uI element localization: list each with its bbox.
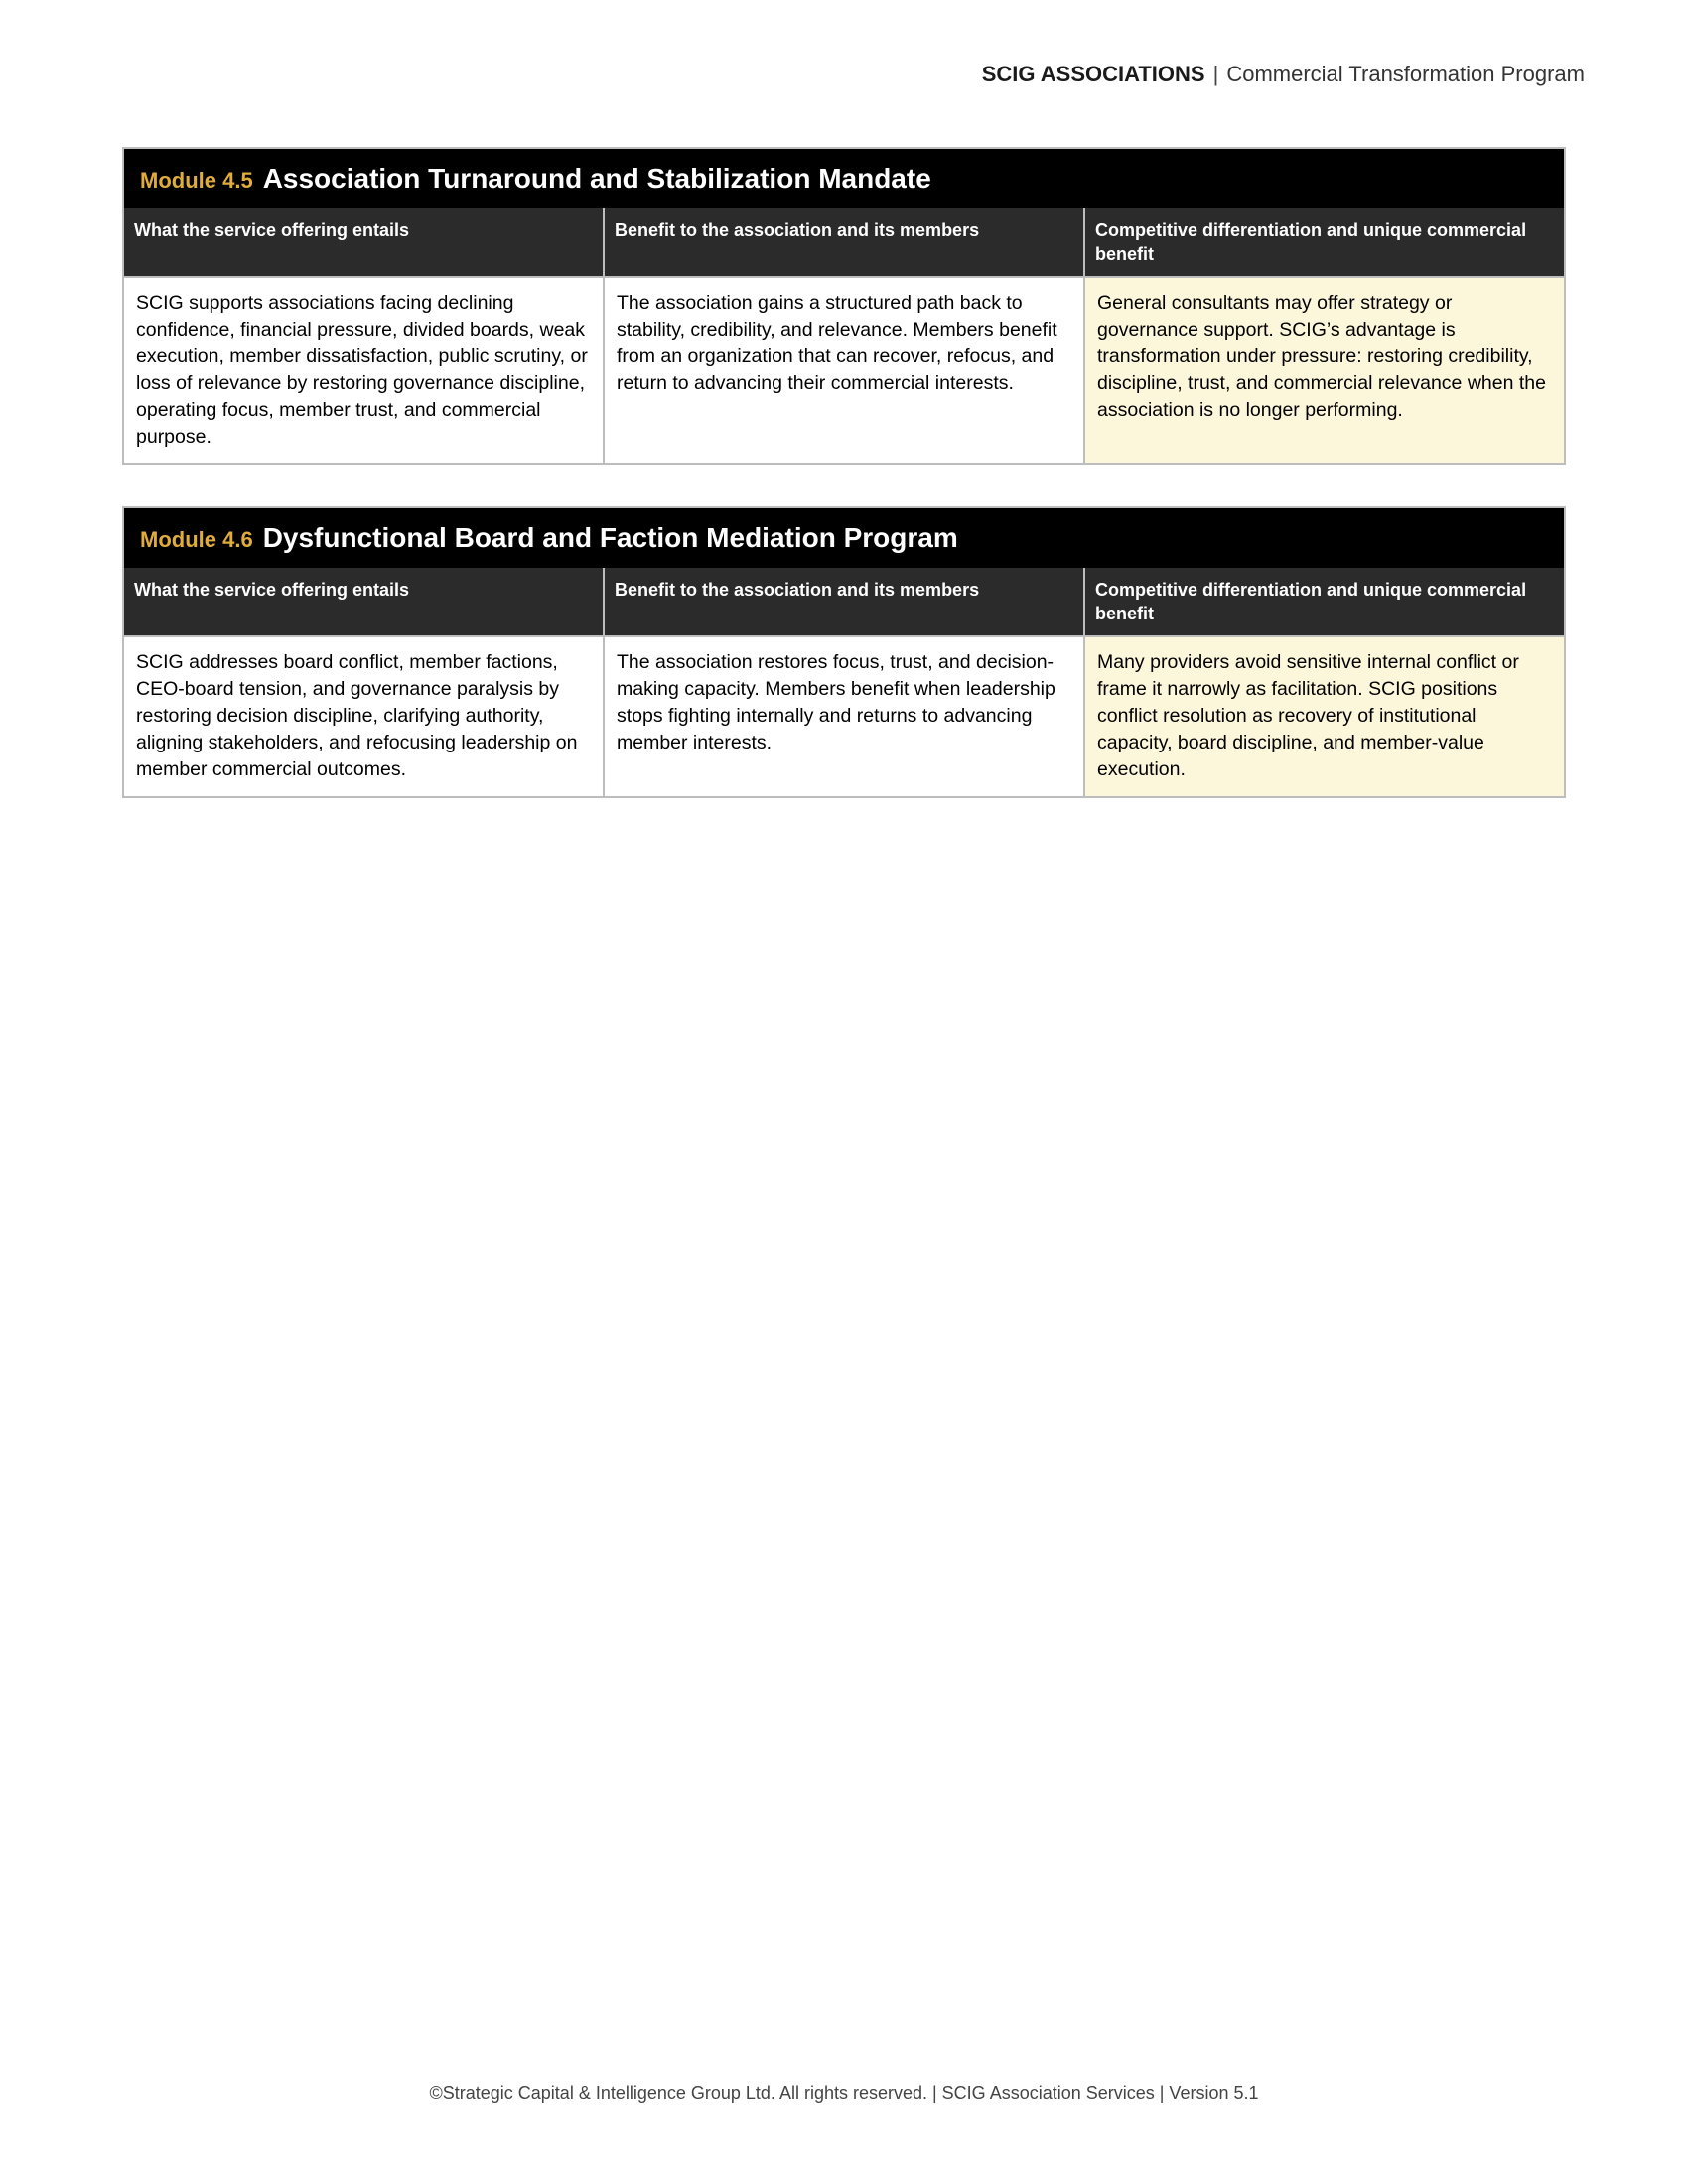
header-program: Commercial Transformation Program <box>1226 62 1585 86</box>
column-header-entails: What the service offering entails <box>134 580 410 600</box>
module-title: Dysfunctional Board and Faction Mediation Program <box>262 522 958 553</box>
page-header <box>982 62 1585 87</box>
table-row <box>124 635 1564 796</box>
column-header-differentiation: Competitive differentiation and unique commercial benefit <box>1083 208 1564 276</box>
module-4-6-table <box>122 506 1566 798</box>
column-header-row <box>124 208 1564 276</box>
table-row <box>124 276 1564 463</box>
cell-benefit: The association restores focus, trust, and decision-making capacity. Members benefit when leadership stops fighting internally and returns to advancing member interests. <box>603 635 1083 796</box>
module-title-bar <box>124 149 1564 208</box>
column-header-entails: What the service offering entails <box>134 220 410 240</box>
cell-entails: SCIG addresses board conflict, member factions, CEO-board tension, and governance paralysis by restoring decision discipline, clarifying authority, aligning stakeholders, and refocusing leadership on member commercial outcomes. <box>124 635 603 796</box>
module-number: Module 4.6 <box>140 526 253 552</box>
header-separator: | <box>1212 62 1219 86</box>
cell-entails: SCIG supports associations facing declining confidence, financial pressure, divided boards, weak execution, member dissatisfaction, public scrutiny, or loss of relevance by restoring governance discipline, operating focus, member trust, and commercial purpose. <box>124 276 603 463</box>
column-header-row <box>124 568 1564 635</box>
module-4-5-table <box>122 147 1566 465</box>
header-brand: SCIG ASSOCIATIONS <box>981 62 1205 86</box>
cell-differentiation: General consultants may offer strategy or governance support. SCIG’s advantage is transformation under pressure: restoring credibility, discipline, trust, and commercial relevance when the association is no longer performing. <box>1083 276 1564 463</box>
column-header-benefit: Benefit to the association and its members <box>603 568 1083 635</box>
column-header-benefit: Benefit to the association and its members <box>603 208 1083 276</box>
column-header-differentiation: Competitive differentiation and unique commercial benefit <box>1083 568 1564 635</box>
module-number: Module 4.5 <box>140 167 253 193</box>
page-footer: ©Strategic Capital & Intelligence Group Ltd. All rights reserved. | SCIG Association Services | Version 5.1 <box>429 2083 1259 2103</box>
cell-benefit: The association gains a structured path back to stability, credibility, and relevance. Members benefit from an organization that can recover, refocus, and return to advancing their commercial interests. <box>603 276 1083 463</box>
module-title: Association Turnaround and Stabilization Mandate <box>262 163 931 194</box>
cell-differentiation: Many providers avoid sensitive internal conflict or frame it narrowly as facilitation. SCIG positions conflict resolution as recovery of institutional capacity, board discipline, and member-value execution. <box>1083 635 1564 796</box>
module-title-bar <box>124 508 1564 568</box>
